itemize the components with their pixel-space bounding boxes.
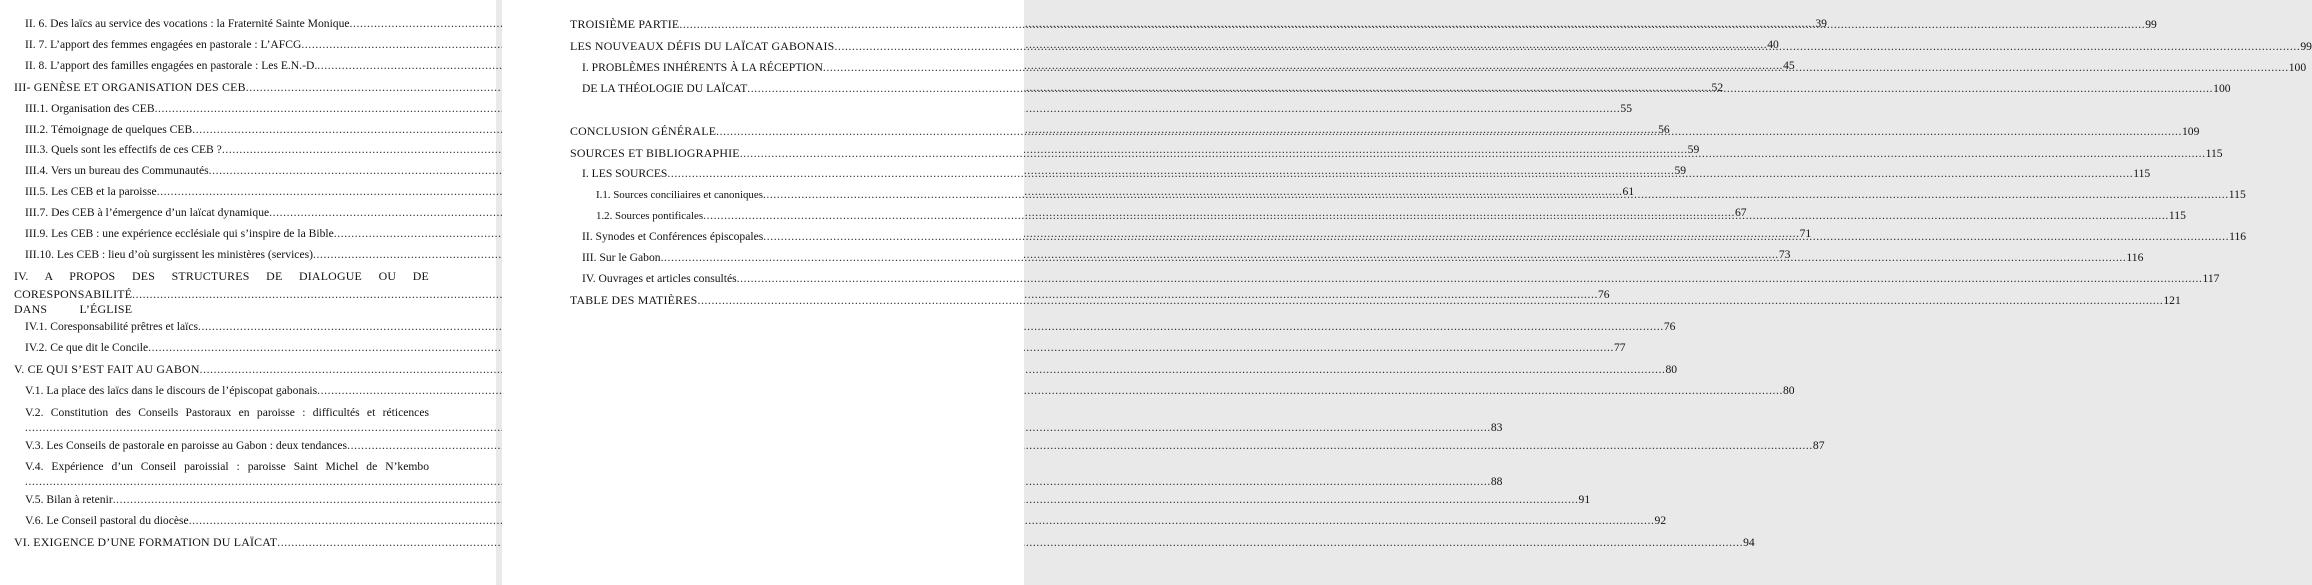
dot-leader: [763, 185, 2229, 206]
dot-leader: [679, 15, 2145, 36]
toc-page-number: 109: [2182, 124, 2200, 138]
toc-entry-title: III- GENÈSE ET ORGANISATION DES CEB: [14, 79, 246, 94]
toc-page-number: 115: [2228, 188, 2246, 202]
toc-entry-title: TABLE DES MATIÈRES: [570, 292, 698, 307]
toc-entry-title: III.5. Les CEB et la paroisse: [25, 185, 157, 199]
toc-page-number: 117: [2202, 271, 2220, 285]
toc-page-number: 80: [1782, 383, 1795, 397]
toc-entry: [14, 456, 1503, 490]
toc-entry-title: VI. EXIGENCE D’UNE FORMATION DU LAÏCAT: [14, 535, 278, 550]
dot-leader: [667, 164, 2133, 185]
dot-leader: [703, 206, 2169, 227]
toc-page-number: 76: [1598, 287, 1610, 301]
toc-entry-title: III.9. Les CEB : une expérience ecclésiale qui s’inspire de la Bible: [25, 227, 334, 241]
toc-entry-title: LES NOUVEAUX DÉFIS DU LAÏCAT GABONAIS: [570, 38, 835, 53]
toc-entry-title: I. PROBLÈMES INHÉRENTS À LA RÉCEPTION: [582, 60, 823, 74]
toc-page-number: 39: [1815, 17, 1827, 30]
section-spacer: [570, 100, 997, 121]
toc-entry-title: V.4. Expérience d’un Conseil paroissial : paroisse Saint Michel de N’kembo: [25, 460, 429, 474]
toc-entry-title-cont: CORESPONSABILITÉ DANS L’ÉGLISE: [14, 286, 133, 316]
toc-entry-title: V.3. Les Conseils de pastorale en paroisse au Gabon : deux tendances: [25, 438, 348, 452]
toc-entry-title: TROISIÈME PARTIE: [570, 17, 680, 31]
toc-page-number: 83: [1490, 420, 1503, 434]
toc-entry: [14, 99, 1632, 120]
toc-entry-title: V.2. Constitution des Conseils Pastoraux en paroisse : difficultés et réticences: [25, 405, 429, 419]
toc-entry-title: 1.2. Sources pontificales: [596, 210, 704, 223]
toc-entry-title: IV. Ouvrages et articles consultés: [582, 271, 737, 285]
toc-page-number: 40: [1767, 37, 1779, 51]
toc-page-number: 52: [1711, 80, 1724, 94]
dot-leader: [737, 269, 2203, 290]
toc-page-number: 116: [2126, 251, 2144, 265]
toc-entry-title: I. LES SOURCES: [582, 167, 668, 181]
toc-page-number: 100: [2288, 60, 2307, 74]
toc-page-number: 87: [1812, 438, 1825, 452]
toc-entry-title: DE LA THÉOLOGIE DU LAÏCAT: [582, 81, 748, 95]
toc-entry: [14, 317, 1676, 338]
toc-entry: [14, 359, 1678, 381]
toc-entry-title: CONCLUSION GÉNÉRALE: [570, 123, 717, 138]
toc-entry: [14, 532, 1755, 554]
toc-page-number: 71: [1799, 227, 1812, 241]
toc-page-number: 121: [2163, 293, 2181, 307]
toc-entry-continuation: [25, 474, 1503, 490]
dot-leader: [698, 291, 2164, 312]
toc-entry-title: II. 8. L’apport des familles engagées en pastorale : Les E.N.-D.: [25, 58, 318, 72]
toc-entry-title: III.1. Organisation des CEB: [25, 101, 155, 115]
toc-page-number: 59: [1687, 143, 1700, 157]
toc-entry-title: V.1. La place des laïcs dans le discours de l’épiscopat gabonais: [25, 383, 318, 397]
toc-entry-title: II. 7. L’apport des femmes engagées en pastorale : L’AFCG: [25, 37, 302, 51]
toc-page-number: 99: [2300, 39, 2312, 53]
toc-entry-title: III.10. Les CEB : lieu d’où surgissent les ministères (services): [25, 247, 313, 261]
toc-page-number: 59: [1674, 164, 1687, 178]
toc-entry-title: V.6. Le Conseil pastoral du diocèse: [25, 514, 189, 528]
toc-page-number: 115: [2168, 209, 2186, 223]
toc-page-number: 67: [1734, 206, 1747, 220]
toc-entry-title: IV.1. Coresponsabilité prêtres et laïcs: [25, 319, 199, 333]
toc-page-number: 88: [1490, 475, 1503, 489]
toc-entry-title: V. CE QUI S’EST FAIT AU GABON: [14, 361, 200, 376]
dot-leader: [661, 248, 2127, 269]
toc-page-number: 92: [1654, 514, 1667, 528]
toc-page-number: 76: [1663, 319, 1676, 333]
toc-entry-title: III.2. Témoignage de quelques CEB: [25, 122, 193, 136]
toc-entry-title: IV.2. Ce que dit le Concile: [25, 340, 149, 354]
dot-leader: [823, 58, 2289, 79]
dot-leader: [763, 227, 2229, 248]
toc-page-number: 80: [1665, 362, 1678, 376]
toc-entry: [14, 381, 1795, 402]
toc-entry: [14, 436, 1825, 457]
toc-entry: [570, 269, 2220, 290]
toc-page-number: 56: [1658, 122, 1670, 136]
toc-entry-title: II. Synodes et Conférences épiscopales: [582, 230, 764, 244]
toc-entry-title: SOURCES ET BIBLIOGRAPHIE: [570, 145, 740, 160]
toc-page-number: 99: [2145, 18, 2157, 31]
toc-entry-continuation: [25, 420, 1503, 436]
toc-page-number: 116: [2229, 230, 2247, 244]
toc-entry-title: I.1. Sources conciliaires et canoniques: [596, 189, 763, 202]
dot-leader: [747, 79, 2213, 100]
toc-page-number: 115: [2133, 167, 2151, 181]
toc-page-number: 55: [1620, 101, 1632, 115]
toc-page-number: 45: [1783, 58, 1795, 72]
toc-entry-title: V.5. Bilan à retenir: [25, 493, 113, 507]
toc-entry-title: III.4. Vers un bureau des Communautés: [25, 164, 209, 178]
dot-leader: [716, 122, 2182, 143]
toc-entry-title: III. Sur le Gabon: [582, 251, 661, 265]
toc-entry-title: III.3. Quels sont les effectifs de ces CEB ?: [25, 143, 222, 157]
toc-entry-title: II. 6. Des laïcs au service des vocations : la Fraternité Sainte Monique: [25, 17, 350, 30]
toc-page-number: 91: [1578, 493, 1591, 507]
toc-page-number: 115: [2205, 146, 2223, 160]
toc-page-number: 73: [1778, 247, 1791, 261]
toc-entry: [14, 490, 1591, 511]
toc-entry: [14, 511, 1667, 532]
toc-page-number: 94: [1743, 536, 1755, 550]
toc-entry-title: IV. A PROPOS DES STRUCTURES DE DIALOGUE OU DE: [14, 268, 429, 283]
toc-page-number: 100: [2213, 81, 2231, 95]
toc-page-number: 61: [1622, 185, 1635, 199]
dot-leader: [740, 144, 2206, 165]
dot-leader: [834, 37, 2300, 58]
toc-page-number: 77: [1613, 340, 1626, 354]
toc-entry: [14, 338, 1626, 359]
toc-entry-title: III.7. Des CEB à l’émergence d’un laïcat dynamique: [25, 206, 270, 220]
toc-entry: [14, 402, 1503, 436]
